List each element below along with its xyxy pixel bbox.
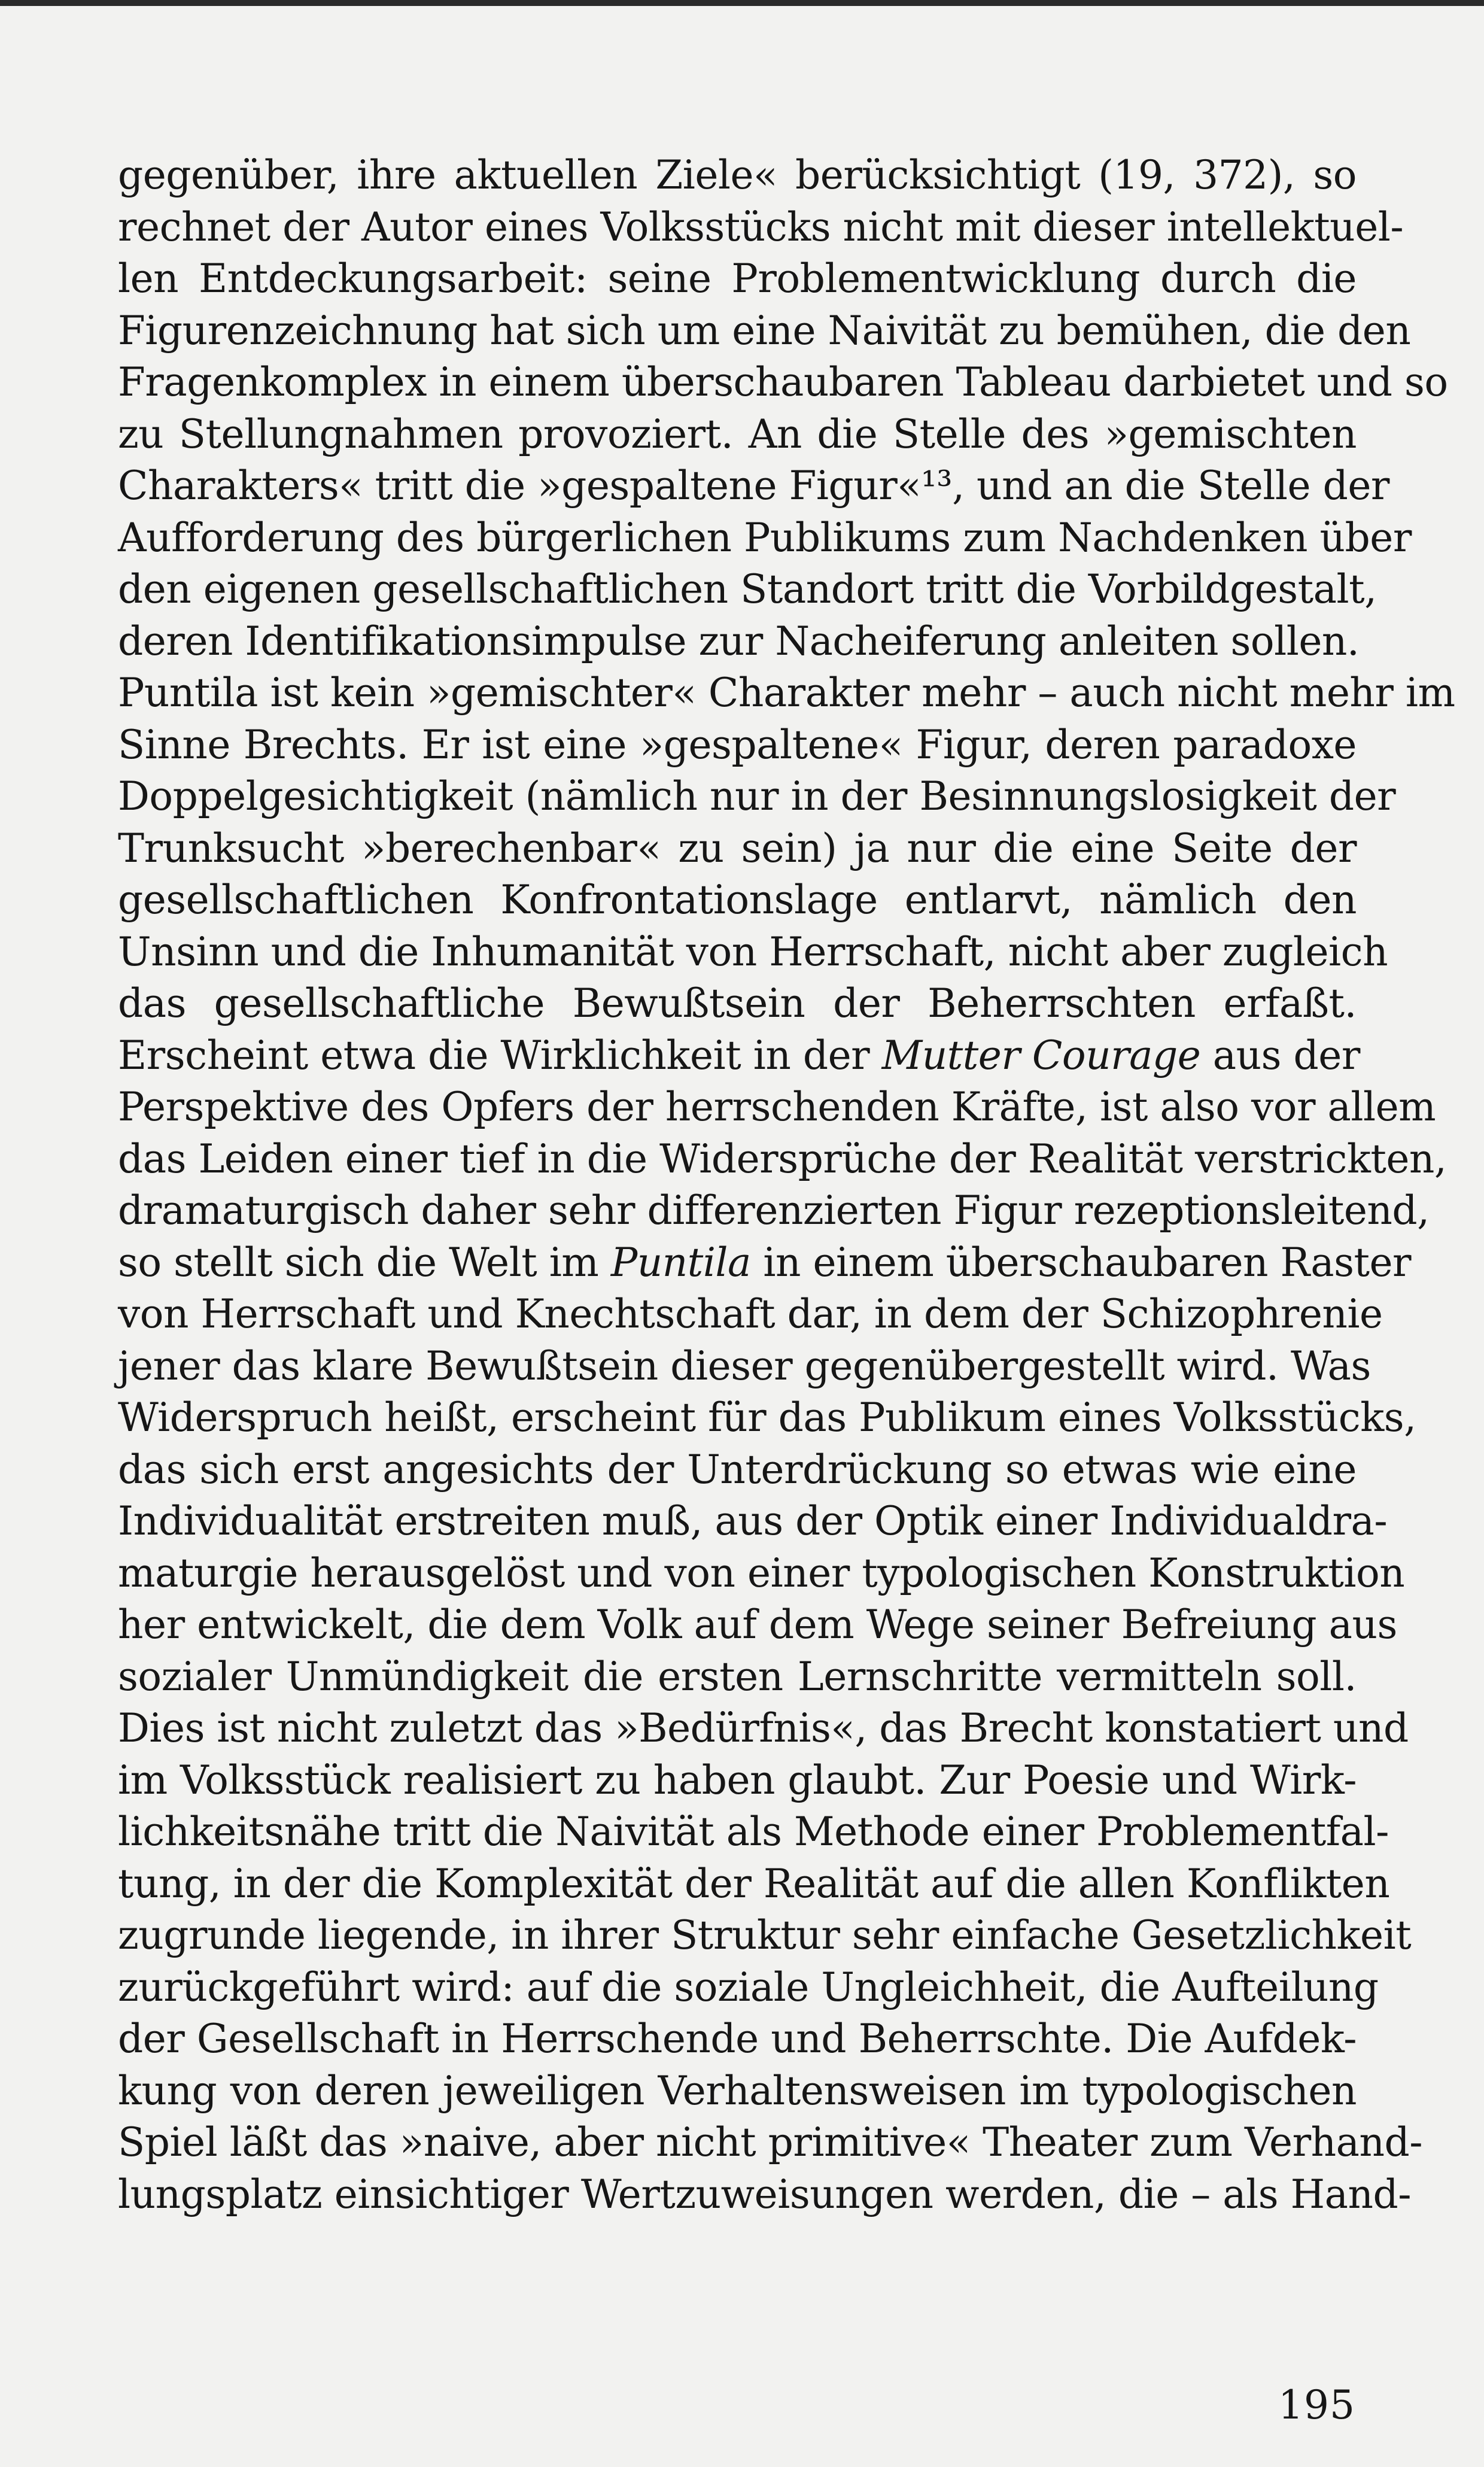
text-line: zu Stellungnahmen provoziert. An die Stelle des »gemischten [118,411,1357,457]
text-line: dramaturgisch daher sehr differenzierten Figur rezeptionsleitend, [118,1187,1430,1234]
text-line: Widerspruch heißt, erscheint für das Publikum eines Volksstücks, [118,1394,1416,1441]
text-line: das Leiden einer tief in die Widersprüche der Realität verstrickten, [118,1135,1447,1182]
text-line: sozialer Unmündigkeit die ersten Lernschritte vermitteln soll. [118,1653,1357,1700]
text-line: her entwickelt, die dem Volk auf dem Wege seiner Befreiung aus [118,1602,1397,1648]
text-line: das gesellschaftliche Bewußtsein der Beherrschten erfaßt. [118,980,1357,1026]
text-line: tung, in der die Komplexität der Realität auf die allen Konflikten [118,1860,1390,1907]
text-line: Figurenzeichnung hat sich um eine Naivität zu bemühen, die den [118,307,1411,354]
text-line: den eigenen gesellschaftlichen Standort tritt die Vorbildgestalt, [118,566,1377,612]
text-line: Sinne Brechts. Er ist eine »gespaltene« Figur, deren paradoxe [118,721,1357,768]
text-line: so stellt sich die Welt im Puntila in einem überschaubaren Raster [118,1239,1412,1286]
text-line: Fragenkomplex in einem überschaubaren Tableau darbietet und so [118,359,1448,405]
text-line: von Herrschaft und Knechtschaft dar, in dem der Schizophrenie [118,1291,1383,1337]
text-line: maturgie herausgelöst und von einer typologischen Konstruktion [118,1550,1405,1596]
text-line: jener das klare Bewußtsein dieser gegenübergestellt wird. Was [118,1342,1371,1389]
text-line: rechnet der Autor eines Volksstücks nicht mit dieser intellektuel- [118,203,1404,250]
text-line: Individualität erstreiten muß, aus der Optik einer Individualdra- [118,1498,1388,1544]
text-line: Perspektive des Opfers der herrschenden Kräfte, ist also vor allem [118,1084,1436,1130]
body-text [118,150,1455,2220]
text-line: lungsplatz einsichtiger Wertzuweisungen werden, die – als Hand- [118,2171,1412,2217]
text-line: Dies ist nicht zuletzt das »Bedürfnis«, das Brecht konstatiert und [118,1705,1409,1751]
text-line: zurückgeführt wird: auf die soziale Ungleichheit, die Aufteilung [118,1964,1379,2010]
text-line: deren Identifikationsimpulse zur Nacheiferung anleiten sollen. [118,618,1360,664]
text-line: Aufforderung des bürgerlichen Publikums zum Nachdenken über [118,514,1412,561]
text-line: der Gesellschaft in Herrschende und Beherrschte. Die Aufdek- [118,2016,1357,2062]
text-line: Erscheint etwa die Wirklichkeit in der Mutter Courage aus der [118,1032,1360,1078]
text-line: Charakters« tritt die »gespaltene Figur«¹³, und an die Stelle der [118,463,1389,509]
text-line: len Entdeckungsarbeit: seine Problementwicklung durch die [118,256,1357,302]
text-line: zugrunde liegende, in ihrer Struktur sehr einfache Gesetzlichkeit [118,1912,1412,1958]
text-line: gegenüber, ihre aktuellen Ziele« berücksichtigt (19, 372), so [118,152,1357,198]
text-line: lichkeitsnähe tritt die Naivität als Methode einer Problementfal- [118,1809,1389,1855]
scan-top-edge [0,0,1484,6]
text-line: im Volksstück realisiert zu haben glaubt. Zur Poesie und Wirk- [118,1757,1357,1803]
text-line: gesellschaftlichen Konfrontationslage entlarvt, nämlich den [118,877,1357,923]
text-line: das sich erst angesichts der Unterdrückung so etwas wie eine [118,1446,1357,1493]
text-line: Spiel läßt das »naive, aber nicht primitive« Theater zum Verhand- [118,2119,1423,2165]
text-line: kung von deren jeweiligen Verhaltensweisen im typologischen [118,2067,1357,2114]
text-line: Doppelgesichtigkeit (nämlich nur in der Besinnungslosigkeit der [118,773,1396,819]
text-line: Puntila ist kein »gemischter« Charakter mehr – auch nicht mehr im [118,670,1455,716]
text-line: Trunksucht »berechenbar« zu sein) ja nur die eine Seite der [118,825,1357,871]
text-line: Unsinn und die Inhumanität von Herrschaft, nicht aber zugleich [118,928,1388,975]
page-number: 195 [1278,2382,1355,2428]
